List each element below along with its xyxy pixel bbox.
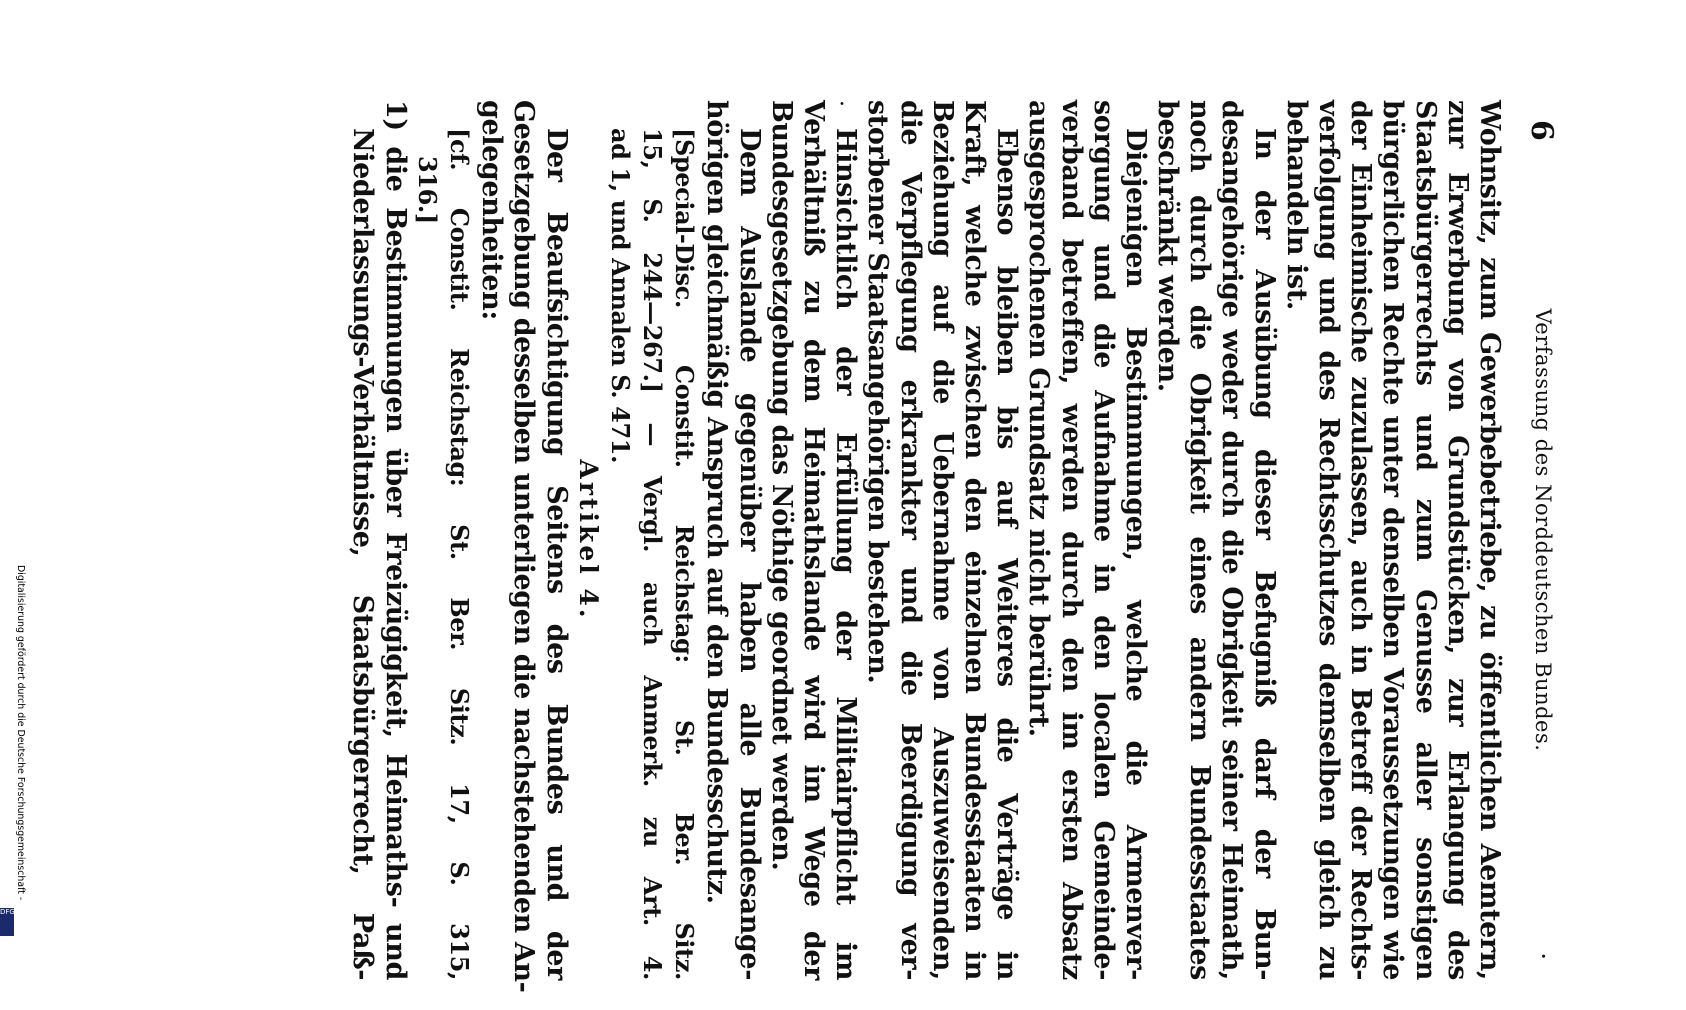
list-item-line: Niederlassungs-Verhältnisse, Staatsbürgerrecht, Paß- <box>347 128 379 980</box>
text-line: In der Ausübung dieser Befugniß darf der Bun- <box>1248 128 1280 980</box>
text-line: desangehörige weder durch die Obrigkeit seiner Heimath, <box>1216 100 1248 980</box>
text-line: verband betreffen, werden durch den im ersten Absatz <box>1055 100 1087 980</box>
text-line: Ebenso bleiben bis auf Weiteres die Verträge in <box>991 128 1023 980</box>
text-line: noch durch die Obrigkeit eines andern Bundesstaates <box>1184 100 1216 980</box>
citation-line: 316.] <box>412 156 442 224</box>
citation-line: [cf. Constit. Reichstag: St. Ber. Sitz. 17, S. 315, <box>445 128 474 980</box>
text-line: beschränkt werden. <box>1152 100 1184 392</box>
text-line: Der Beaufsichtigung Seitens des Bundes und der <box>540 128 572 980</box>
text-line: die Verpflegung erkrankter und die Beerdigung ver- <box>894 100 926 980</box>
text-line: Bundesgesetzgebung das Nöthige geordnet werden. <box>765 100 797 871</box>
dfg-logo: DFG <box>0 908 14 936</box>
text-line: Wohnsitz, zum Gewerbebetriebe, zu öffentlichen Aemtern, <box>1474 100 1505 980</box>
text-line: storbener Staatsangehörigen bestehen. <box>862 100 894 684</box>
text-line: gelegenheiten: <box>476 100 508 320</box>
text-line: der Einheimische zuzulassen, auch in Betreff der Rechts- <box>1345 100 1377 980</box>
text-line: ausgesprochenen Grundsatz nicht berührt. <box>1023 100 1055 737</box>
credit-text: Digitalisierung gefördert durch die Deutsche Forschungsgemeinschaft - <box>15 565 26 901</box>
header-mark: · <box>1529 952 1557 960</box>
list-item-line: 1) die Bestimmungen über Freizügigkeit, Heimaths- und <box>379 100 411 980</box>
citation-line: [Special-Disc. Constit. Reichstag: St. Ber. Sitz. <box>670 128 700 980</box>
article-heading: Artikel 4. <box>573 459 603 621</box>
text-line: Beziehung auf die Uebernahme von Auszuweisenden, <box>926 100 958 980</box>
text-line: behandeln ist. <box>1280 100 1312 310</box>
page-header <box>1519 50 1565 1010</box>
text-line: zur Erwerbung von Grundstücken, zur Erlangung des <box>1441 100 1473 980</box>
margin-mark: · <box>828 100 853 107</box>
text-line: Diejenigen Bestimmungen, welche die Armenver- <box>1119 128 1151 980</box>
text-line: Dem Auslande gegenüber haben alle Bundesange- <box>733 128 765 980</box>
page-number: 6 <box>1524 120 1559 141</box>
text-line: Kraft, welche zwischen den einzelnen Bundesstaaten in <box>959 100 990 980</box>
rotated-page <box>145 50 1565 1010</box>
digitization-credit <box>12 565 32 925</box>
text-line: verfolgung und des Rechtsschutzes demselben gleich zu <box>1313 100 1345 980</box>
text-line: Verhältniß zu dem Heimathslande wird im Wege der <box>798 100 830 980</box>
text-line: sorgung und die Aufnahme in den localen Gemeinde- <box>1087 100 1119 980</box>
text-line: Gesetzgebung desselben unterliegen die nachstehenden An- <box>508 100 540 993</box>
page-body <box>346 100 1505 993</box>
text-line: Hinsichtlich der Erfüllung der Militairpflicht im <box>830 128 862 980</box>
citation-line: ad 1, und Annalen S. 471. <box>605 128 635 464</box>
text-line: bürgerlichen Rechte unter denselben Voraussetzungen wie <box>1377 100 1409 980</box>
citation-line: 15, S. 244—267.] — Vergl. auch Anmerk. zu Art. 4. <box>638 128 668 980</box>
running-head: Verfassung des Norddeutschen Bundes. <box>1531 308 1555 752</box>
text-line: hörigen gleichmäßig Anspruch auf den Bundesschutz. <box>701 100 733 904</box>
text-line: Staatsbürgerrechts und zum Genusse aller sonstigen <box>1409 100 1441 980</box>
